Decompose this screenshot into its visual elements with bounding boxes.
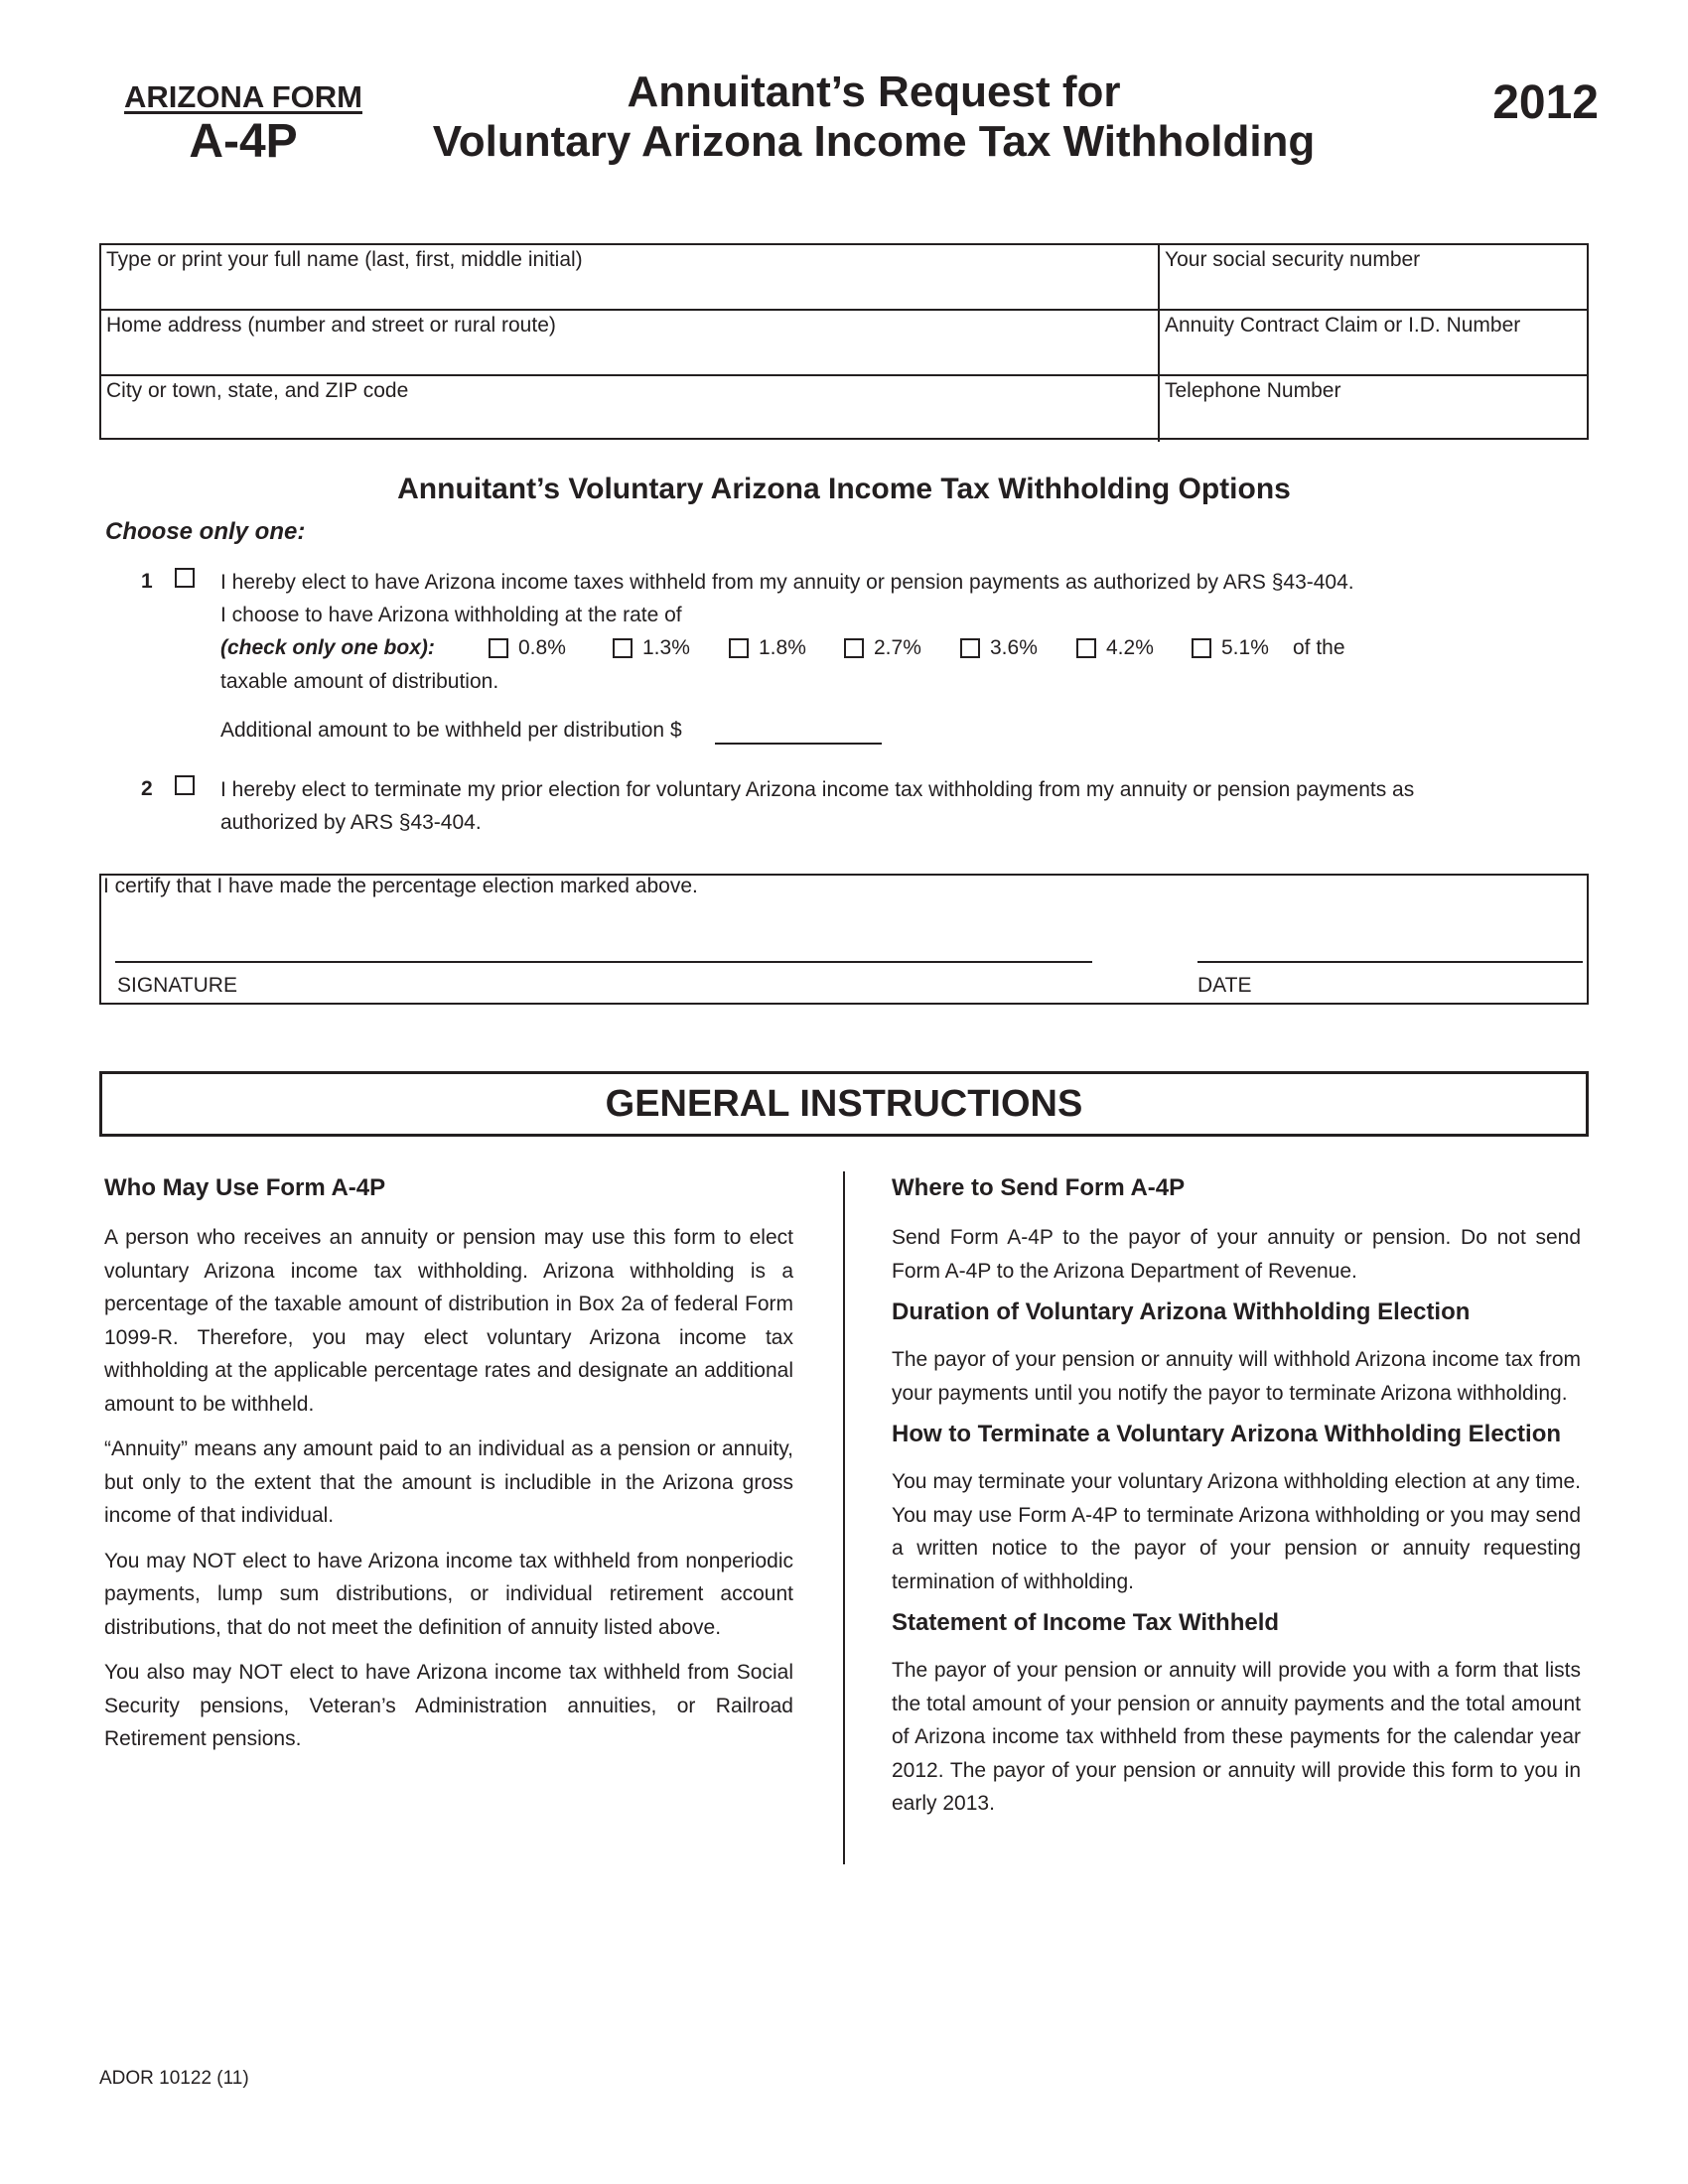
contract-number-field[interactable] bbox=[1160, 311, 1587, 376]
who-may-use-paragraph: A person who receives an annuity or pension may use this form to elect voluntary Arizona income tax withholding. Arizona withholding is a percentage of the taxable amount of distribution in Box 2a of federal Form 1099-R. Therefore, you may elect voluntary Arizona income tax withholding at the applicable percentage rates and designate an additional amount to be withheld. bbox=[104, 1226, 793, 1416]
options-heading: Annuitant’s Voluntary Arizona Income Tax Withholding Options bbox=[397, 473, 1291, 505]
rate-option-2-7[interactable] bbox=[844, 636, 921, 660]
address-label: Home address (number and street or rural route) bbox=[106, 314, 556, 337]
phone-label: Telephone Number bbox=[1165, 379, 1341, 402]
rates-suffix: of the bbox=[1293, 636, 1345, 659]
rate-option-1-3[interactable] bbox=[613, 636, 690, 660]
additional-amount-input[interactable] bbox=[715, 743, 882, 745]
form-title bbox=[397, 68, 1350, 167]
statement-paragraph: The payor of your pension or annuity will provide you with a form that lists the total amount of your pension or annuity payments and the total amount of Arizona income tax withheld from these payments for the calendar year 2012. The payor of your pension or annuity will provide this form to you in early 2013. bbox=[892, 1659, 1581, 1815]
rate-option-1-8[interactable] bbox=[729, 636, 806, 660]
social-security-paragraph: You also may NOT elect to have Arizona income tax withheld from Social Security pensions, Veteran’s Administration annuities, or Railroad Retirement pensions. bbox=[104, 1661, 793, 1750]
rate-label: 1.3% bbox=[642, 636, 690, 659]
duration-heading: Duration of Voluntary Arizona Withholding Election bbox=[892, 1298, 1471, 1325]
date-label: DATE bbox=[1197, 974, 1252, 997]
rate-checkbox[interactable] bbox=[960, 638, 980, 658]
city-field[interactable] bbox=[101, 376, 1160, 442]
nonperiodic-paragraph: You may NOT elect to have Arizona income tax withheld from nonperiodic payments, lump sum distributions, or individual retirement account distributions, that do not meet the definition of annuity listed above. bbox=[104, 1549, 793, 1639]
form-number: A-4P bbox=[189, 115, 298, 168]
rate-label: 3.6% bbox=[990, 636, 1038, 659]
rate-label: 1.8% bbox=[759, 636, 806, 659]
signature-label: SIGNATURE bbox=[117, 974, 237, 997]
rate-checkbox[interactable] bbox=[1076, 638, 1096, 658]
rate-checkbox[interactable] bbox=[489, 638, 508, 658]
rate-label: 5.1% bbox=[1221, 636, 1269, 659]
terminate-paragraph: You may terminate your voluntary Arizona withholding election at any time. You may use Form A-4P to terminate Arizona withholding or you may send a written notice to the payor of your pension or annuity requesting termination of withholding. bbox=[892, 1470, 1581, 1593]
rate-option-5-1[interactable] bbox=[1192, 636, 1269, 660]
title-line-1: Annuitant’s Request for bbox=[627, 68, 1121, 116]
option-1-line-1: I hereby elect to have Arizona income taxes withheld from my annuity or pension payments as authorized by ARS §43-404. bbox=[220, 571, 1354, 594]
where-to-send-heading: Where to Send Form A-4P bbox=[892, 1174, 1186, 1201]
title-line-2: Voluntary Arizona Income Tax Withholding bbox=[432, 117, 1316, 166]
rate-checkbox[interactable] bbox=[844, 638, 864, 658]
rate-option-4-2[interactable] bbox=[1076, 636, 1154, 660]
rate-checkbox[interactable] bbox=[729, 638, 749, 658]
rate-label: 2.7% bbox=[874, 636, 921, 659]
date-input[interactable] bbox=[1197, 961, 1583, 963]
option-1-number: 1 bbox=[141, 570, 153, 593]
option-1-line-2: I choose to have Arizona withholding at the rate of bbox=[220, 604, 682, 626]
certification-text: I certify that I have made the percentage election marked above. bbox=[103, 875, 698, 897]
rate-option-3-6[interactable] bbox=[960, 636, 1038, 660]
choose-only-one-label: Choose only one: bbox=[105, 518, 306, 545]
option-1-line-4: taxable amount of distribution. bbox=[220, 670, 499, 693]
option-1-checkbox[interactable] bbox=[175, 568, 195, 588]
city-label: City or town, state, and ZIP code bbox=[106, 379, 409, 402]
form-label: ARIZONA FORM bbox=[124, 79, 362, 114]
annuity-definition-paragraph: “Annuity” means any amount paid to an individual as a pension or annuity, but only to the extent that the amount is includible in the Arizona gross income of that individual. bbox=[104, 1437, 793, 1527]
rate-label: 0.8% bbox=[518, 636, 566, 659]
who-may-use-heading: Who May Use Form A-4P bbox=[104, 1174, 386, 1201]
address-field[interactable] bbox=[101, 311, 1160, 376]
check-only-one-label: (check only one box): bbox=[220, 636, 435, 659]
phone-field[interactable] bbox=[1160, 376, 1587, 442]
form-year: 2012 bbox=[1492, 76, 1599, 129]
statement-heading: Statement of Income Tax Withheld bbox=[892, 1609, 1280, 1636]
rate-option-0-8[interactable] bbox=[489, 636, 566, 660]
signature-input[interactable] bbox=[115, 961, 1092, 963]
option-2-number: 2 bbox=[141, 777, 153, 800]
form-code: ADOR 10122 (11) bbox=[99, 2068, 249, 2089]
instructions-right-column bbox=[892, 1173, 1581, 1833]
general-instructions-heading: GENERAL INSTRUCTIONS bbox=[99, 1071, 1589, 1137]
where-to-send-paragraph: Send Form A-4P to the payor of your annuity or pension. Do not send Form A-4P to the Arizona Department of Revenue. bbox=[892, 1226, 1581, 1283]
full-name-label: Type or print your full name (last, first, middle initial) bbox=[106, 248, 583, 271]
contract-number-label: Annuity Contract Claim or I.D. Number bbox=[1165, 314, 1521, 337]
rate-label: 4.2% bbox=[1106, 636, 1154, 659]
full-name-field[interactable] bbox=[101, 245, 1160, 311]
ssn-label: Your social security number bbox=[1165, 248, 1421, 271]
option-2-line-1: I hereby elect to terminate my prior election for voluntary Arizona income tax withholding from my annuity or pension payments as bbox=[220, 778, 1415, 801]
terminate-heading: How to Terminate a Voluntary Arizona Withholding Election bbox=[892, 1421, 1562, 1447]
additional-amount-label: Additional amount to be withheld per distribution $ bbox=[220, 719, 682, 742]
column-divider bbox=[843, 1171, 845, 1864]
duration-paragraph: The payor of your pension or annuity will withhold Arizona income tax from your payments until you notify the payor to terminate Arizona withholding. bbox=[892, 1348, 1581, 1405]
taxpayer-info-box bbox=[99, 243, 1589, 440]
option-2-line-2: authorized by ARS §43-404. bbox=[220, 811, 482, 834]
option-2-checkbox[interactable] bbox=[175, 775, 195, 795]
rate-checkbox[interactable] bbox=[1192, 638, 1211, 658]
ssn-field[interactable] bbox=[1160, 245, 1587, 311]
instructions-left-column bbox=[104, 1173, 793, 1768]
rate-checkbox[interactable] bbox=[613, 638, 633, 658]
